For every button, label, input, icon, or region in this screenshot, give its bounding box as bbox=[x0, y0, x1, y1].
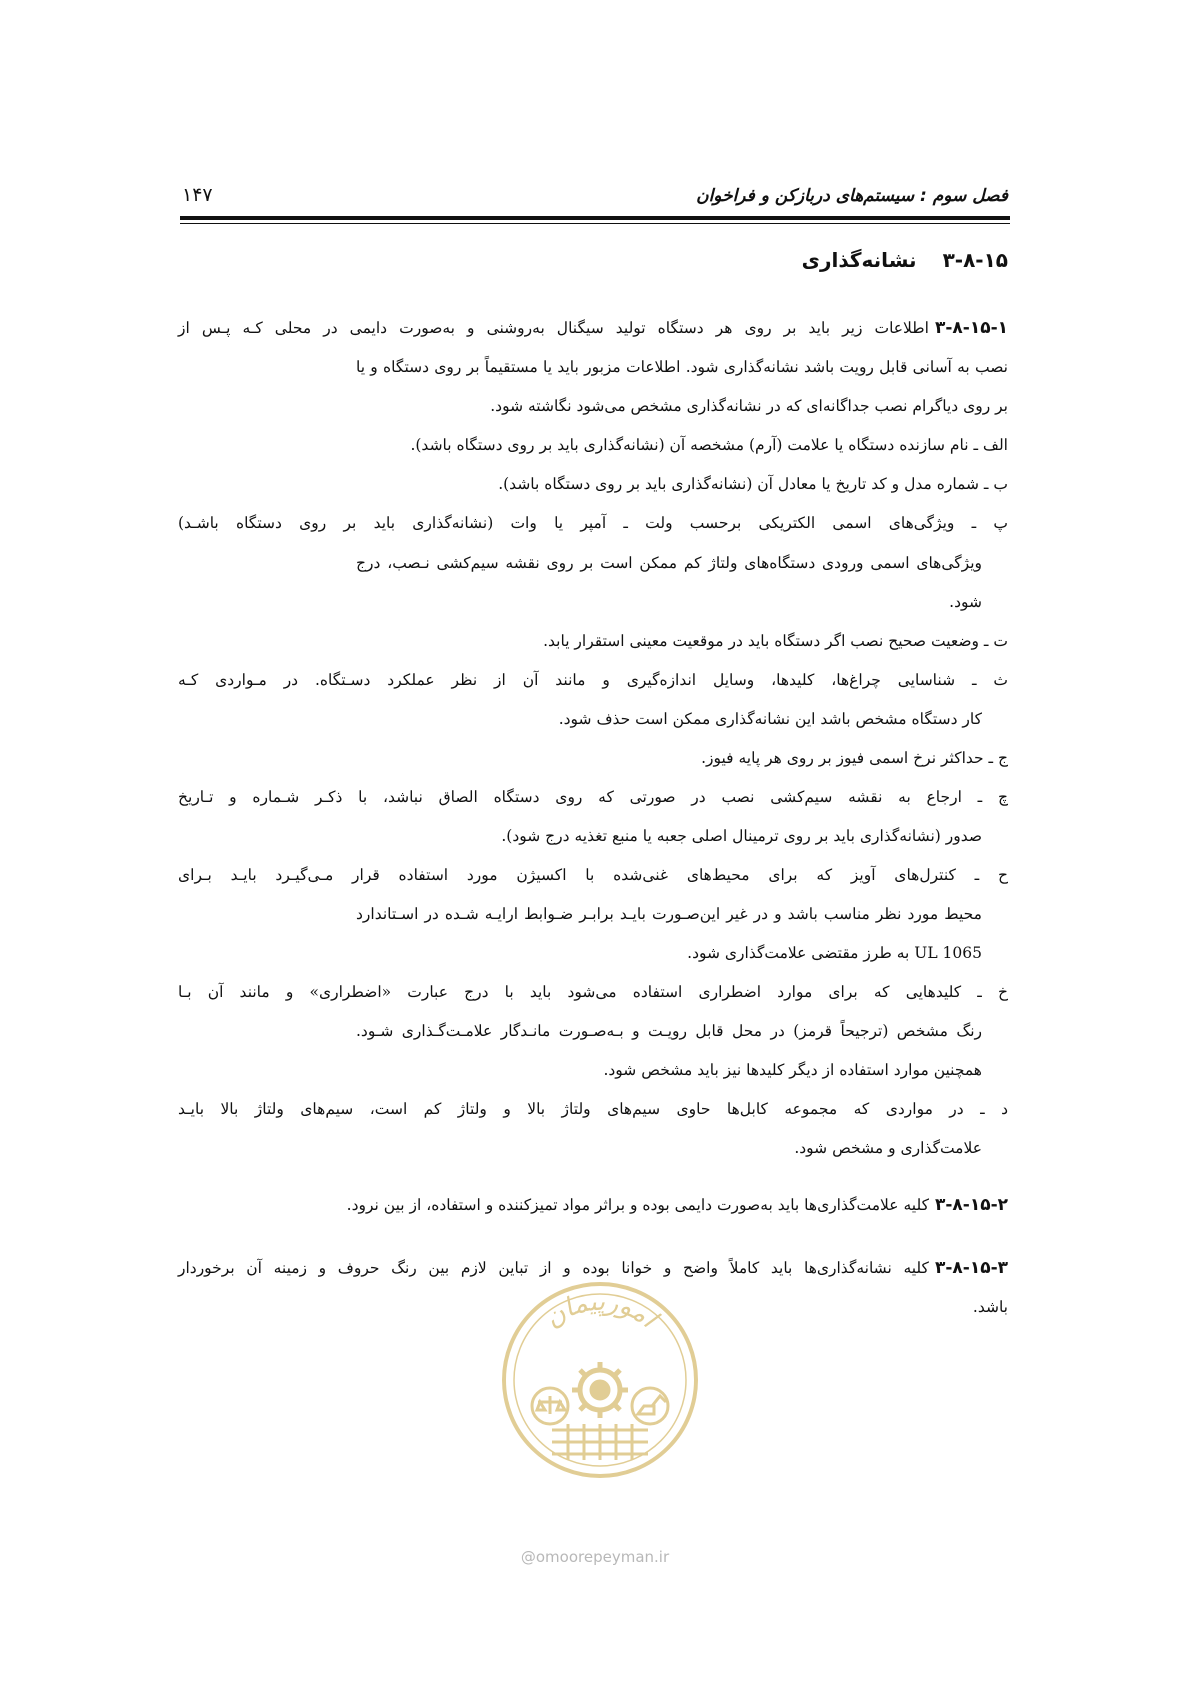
item-alef: الف ـ نام سازنده دستگاه یا علامت (آرم) مشخصه آن (نشانه‌گذاری باید بر روی دستگاه باشد). bbox=[410, 436, 1008, 454]
building-grid-icon bbox=[552, 1424, 648, 1460]
item-che: چ ـ ارجاع به نقشه سیم‌کشی نصب در صورتی که روی دستگاه الصاق نباشد، با ذکـر شـماره و تـاریخ bbox=[178, 788, 1008, 806]
item-te: ت ـ وضعیت صحیح نصب اگر دستگاه باید در موقعیت معینی استقرار یابد. bbox=[543, 632, 1008, 650]
watermark-emblem bbox=[492, 1272, 708, 1488]
clause-1-line-3: بر روی دیاگرام نصب جداگانه‌ای که در نشانه‌گذاری مشخص می‌شود نگاشته شود. bbox=[490, 397, 1008, 415]
clause-3-text: کلیه نشانه‌گذاری‌ها باید کاملاً واضح و خوانا بوده و از تباین لازم بین رنگ حروف و زمینه آن برخوردار bbox=[178, 1259, 929, 1277]
clause-2-number: ۳-۸-۱۵-۲ bbox=[934, 1195, 1008, 1215]
section-title: نشانه‌گذاری bbox=[801, 248, 917, 272]
item-he-cont-2: UL 1065 به طرز مقتضی علامت‌گذاری شود. bbox=[687, 944, 982, 962]
scales-icon bbox=[532, 1388, 568, 1424]
item-se-cont: کار دستگاه مشخص باشد این نشانه‌گذاری ممکن است حذف شود. bbox=[558, 710, 982, 728]
watermark-site: @omoorepeyman.ir bbox=[520, 1548, 670, 1566]
item-khe-cont-2: همچنین موارد استفاده از دیگر کلیدها نیز باید مشخص شود. bbox=[603, 1061, 982, 1079]
section-number: ۳-۸-۱۵ bbox=[942, 248, 1008, 272]
clause-3-number: ۳-۸-۱۵-۳ bbox=[934, 1258, 1008, 1278]
emblem-lettering-path: امورپیمان bbox=[538, 1286, 663, 1334]
item-be: ب ـ شماره مدل و کد تاریخ یا معادل آن (نشانه‌گذاری باید بر روی دستگاه باشد). bbox=[498, 475, 1008, 493]
item-che-cont: صدور (نشانه‌گذاری باید بر روی ترمینال اصلی جعبه یا منبع تغذیه درج شود). bbox=[501, 827, 982, 845]
clause-1-text: اطلاعات زیر باید بر روی هر دستگاه تولید سیگنال به‌روشنی و به‌صورت دایمی در محلی کـه پـس از bbox=[178, 319, 929, 337]
clause-2 bbox=[347, 1193, 1008, 1217]
item-khe-cont-1: رنگ مشخص (ترجیحاً قرمز) در محل قابل رویـت و بـه‌صـورت مانـدگار علامـت‌گـذاری شـود. bbox=[356, 1022, 982, 1040]
gear-icon bbox=[572, 1362, 628, 1418]
clause-1-line-1 bbox=[178, 316, 1008, 340]
page-number: ۱۴۷ bbox=[182, 184, 213, 206]
item-se: ث ـ شناسایی چراغ‌ها، کلیدها، وسایل اندازه‌گیری و مانند آن از نظر عملکرد دسـتگاه. در مـواردی کـه bbox=[178, 671, 1008, 689]
excavator-icon bbox=[632, 1388, 668, 1424]
item-dal: د ـ در مواردی که مجموعه کابل‌ها حاوی سیم‌های ولتاژ بالا و ولتاژ کم است، سیم‌های ولتاژ بالا بایـد bbox=[178, 1100, 1008, 1118]
chapter-title: فصل سوم : سیستم‌های دربازکن و فراخوان bbox=[696, 186, 1008, 206]
item-he: ح ـ کنترل‌های آویز که برای محیط‌های غنی‌شده با اکسیژن مورد استفاده قرار مـی‌گیـرد بایـد بـرای bbox=[178, 866, 1008, 884]
item-pe-cont-1: ویژگی‌های اسمی ورودی دستگاه‌های ولتاژ کم ممکن است بر روی نقشه سیم‌کشی نـصب، درج bbox=[356, 554, 982, 572]
clause-3-line-2: باشد. bbox=[972, 1298, 1008, 1316]
item-pe: پ ـ ویژگی‌های اسمی الکتریکی برحسب ولت ـ آمپر یا وات (نشانه‌گذاری باید بر روی دستگاه باشـد) bbox=[178, 514, 1008, 532]
clause-1-line-2: نصب به آسانی قابل رویت باشد نشانه‌گذاری شود. اطلاعات مزبور باید یا مستقیماً بر روی دستگاه و یا bbox=[356, 358, 1008, 376]
clause-1-number: ۳-۸-۱۵-۱ bbox=[934, 318, 1008, 338]
item-dal-cont: علامت‌گذاری و مشخص شود. bbox=[794, 1139, 982, 1157]
item-he-cont-1: محیط مورد نظر مناسب باشد و در غیر این‌صـورت بایـد برابـر ضـوابط ارایـه شـده در اسـتاندارد bbox=[356, 905, 982, 923]
clause-2-text: کلیه علامت‌گذاری‌ها باید به‌صورت دایمی بوده و براثر مواد تمیزکننده و استفاده، از بین نرود. bbox=[346, 1196, 929, 1214]
item-khe: خ ـ کلیدهایی که برای موارد اضطراری استفاده می‌شود باید با درج عبارت «اضطراری» و مانند آن بـا bbox=[178, 983, 1008, 1001]
item-jim: ج ـ حداکثر نرخ اسمی فیوز بر روی هر پایه فیوز. bbox=[701, 749, 1008, 767]
item-pe-cont-2: شود. bbox=[949, 593, 982, 611]
